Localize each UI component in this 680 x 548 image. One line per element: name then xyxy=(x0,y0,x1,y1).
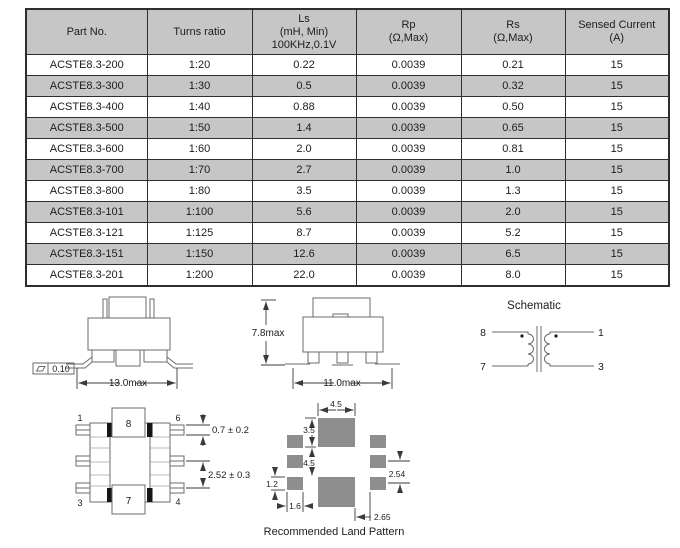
table-cell: 0.0039 xyxy=(356,139,461,160)
table-cell: 2.7 xyxy=(252,160,356,181)
table-cell: 1:60 xyxy=(147,139,252,160)
bottom-view-pin-6: 6 xyxy=(175,413,181,423)
pad-height-dim: 3.5 xyxy=(303,425,315,435)
table-cell: 1:80 xyxy=(147,181,252,202)
table-row xyxy=(26,244,669,265)
table-cell: 0.21 xyxy=(461,55,565,76)
table-cell: 0.0039 xyxy=(356,244,461,265)
table-cell: 0.0039 xyxy=(356,223,461,244)
front-width-dim: 13.0max xyxy=(108,378,148,389)
table-row xyxy=(26,139,669,160)
table-cell: 15 xyxy=(565,265,669,287)
table-cell: 1.4 xyxy=(252,118,356,139)
schematic-pin-1: 1 xyxy=(598,327,604,339)
table-cell: ACSTE8.3-151 xyxy=(26,244,147,265)
table-cell: 15 xyxy=(565,244,669,265)
table-cell: ACSTE8.3-400 xyxy=(26,97,147,118)
schematic-title: Schematic xyxy=(507,300,561,312)
bottom-view-pin-1: 1 xyxy=(77,413,83,423)
side-width-dim: 11.0max xyxy=(323,378,361,389)
table-cell: 3.5 xyxy=(252,181,356,202)
side-offset-dim: 2.65 xyxy=(374,512,391,522)
table-cell: 15 xyxy=(565,160,669,181)
schematic-pin-7: 7 xyxy=(480,361,486,373)
table-cell: 1:150 xyxy=(147,244,252,265)
front-view-drawing xyxy=(33,297,193,389)
table-cell: 0.0039 xyxy=(356,160,461,181)
table-cell: 0.50 xyxy=(461,97,565,118)
lead-width-dim: 0.7 ± 0.2 xyxy=(212,425,249,436)
table-cell: 15 xyxy=(565,97,669,118)
bottom-view-drawing xyxy=(76,408,250,514)
table-cell: 5.2 xyxy=(461,223,565,244)
table-cell: 1:20 xyxy=(147,55,252,76)
small-pad-width-dim: 1.6 xyxy=(289,501,301,511)
side-height-dim: 7.8max xyxy=(251,328,285,339)
table-cell: ACSTE8.3-200 xyxy=(26,55,147,76)
table-cell: ACSTE8.3-201 xyxy=(26,265,147,287)
bottom-view-pin-4: 4 xyxy=(175,497,181,507)
land-pattern-caption: Recommended Land Pattern xyxy=(263,526,405,538)
polarity-dot-secondary xyxy=(554,334,557,337)
table-cell: 0.81 xyxy=(461,139,565,160)
table-cell: 0.65 xyxy=(461,118,565,139)
table-cell: 0.22 xyxy=(252,55,356,76)
table-cell: 15 xyxy=(565,118,669,139)
schematic-pin-3: 3 xyxy=(598,361,604,373)
table-cell: 12.6 xyxy=(252,244,356,265)
table-row xyxy=(26,202,669,223)
table-cell: 0.5 xyxy=(252,76,356,97)
schematic-drawing xyxy=(480,300,604,373)
column-header-ls: Ls (mH, Min) 100KHz,0.1V xyxy=(252,9,356,55)
bottom-view-pin-7: 7 xyxy=(125,496,132,507)
table-cell: 15 xyxy=(565,181,669,202)
table-row xyxy=(26,55,669,76)
table-cell: 1:200 xyxy=(147,265,252,287)
table-cell: 0.0039 xyxy=(356,118,461,139)
table-cell: 8.0 xyxy=(461,265,565,287)
table-cell: 2.0 xyxy=(252,139,356,160)
column-header-rs: Rs (Ω,Max) xyxy=(461,9,565,55)
table-cell: 0.0039 xyxy=(356,97,461,118)
table-cell: 0.0039 xyxy=(356,202,461,223)
pad-width-dim: 4.5 xyxy=(330,399,342,409)
land-pattern-drawing xyxy=(264,399,410,538)
column-header-part-no: Part No. xyxy=(26,9,147,55)
table-row xyxy=(26,76,669,97)
pad-gap-dim: 4.5 xyxy=(303,458,315,468)
coplanarity-callout xyxy=(33,363,74,374)
header-row xyxy=(26,9,669,55)
table-cell: ACSTE8.3-700 xyxy=(26,160,147,181)
table-cell: 15 xyxy=(565,76,669,97)
table-cell: 1:40 xyxy=(147,97,252,118)
coplanarity-value: 0.10 xyxy=(52,364,70,374)
table-cell: 1:70 xyxy=(147,160,252,181)
table-cell: 0.0039 xyxy=(356,181,461,202)
table-cell: 1.0 xyxy=(461,160,565,181)
table-cell: 0.88 xyxy=(252,97,356,118)
table-cell: ACSTE8.3-800 xyxy=(26,181,147,202)
lead-pitch-dim: 2.52 ± 0.3 xyxy=(208,470,251,481)
column-header-turns-ratio: Turns ratio xyxy=(147,9,252,55)
table-cell: 0.0039 xyxy=(356,265,461,287)
table-cell: ACSTE8.3-600 xyxy=(26,139,147,160)
table-cell: 1:125 xyxy=(147,223,252,244)
bottom-view-pin-3: 3 xyxy=(77,498,83,508)
table-cell: 1.3 xyxy=(461,181,565,202)
table-cell: ACSTE8.3-500 xyxy=(26,118,147,139)
bottom-view-pin-8: 8 xyxy=(125,419,132,430)
table-row xyxy=(26,265,669,287)
side-view-drawing xyxy=(252,298,400,389)
table-row xyxy=(26,118,669,139)
table-row xyxy=(26,181,669,202)
table-cell: ACSTE8.3-300 xyxy=(26,76,147,97)
table-cell: 15 xyxy=(565,55,669,76)
table-cell: 1:100 xyxy=(147,202,252,223)
spec-table xyxy=(25,8,670,287)
table-cell: ACSTE8.3-101 xyxy=(26,202,147,223)
table-cell: 0.32 xyxy=(461,76,565,97)
small-pad-height-dim: 1.2 xyxy=(266,479,278,489)
table-row xyxy=(26,97,669,118)
table-cell: 1:30 xyxy=(147,76,252,97)
table-row xyxy=(26,160,669,181)
column-header-rp: Rp (Ω,Max) xyxy=(356,9,461,55)
table-cell: 15 xyxy=(565,202,669,223)
table-cell: 0.0039 xyxy=(356,76,461,97)
table-cell: 15 xyxy=(565,223,669,244)
schematic-pin-8: 8 xyxy=(480,327,486,339)
column-header-sensed-current: Sensed Current (A) xyxy=(565,9,669,55)
table-cell: ACSTE8.3-121 xyxy=(26,223,147,244)
table-cell: 15 xyxy=(565,139,669,160)
table-cell: 0.0039 xyxy=(356,55,461,76)
table-cell: 5.6 xyxy=(252,202,356,223)
table-cell: 2.0 xyxy=(461,202,565,223)
row-pitch-dim: 2.54 xyxy=(388,469,406,479)
table-cell: 8.7 xyxy=(252,223,356,244)
table-row xyxy=(26,223,669,244)
table-cell: 1:50 xyxy=(147,118,252,139)
table-cell: 22.0 xyxy=(252,265,356,287)
polarity-dot-primary xyxy=(520,334,523,337)
table-cell: 6.5 xyxy=(461,244,565,265)
mechanical-drawings xyxy=(0,285,680,548)
